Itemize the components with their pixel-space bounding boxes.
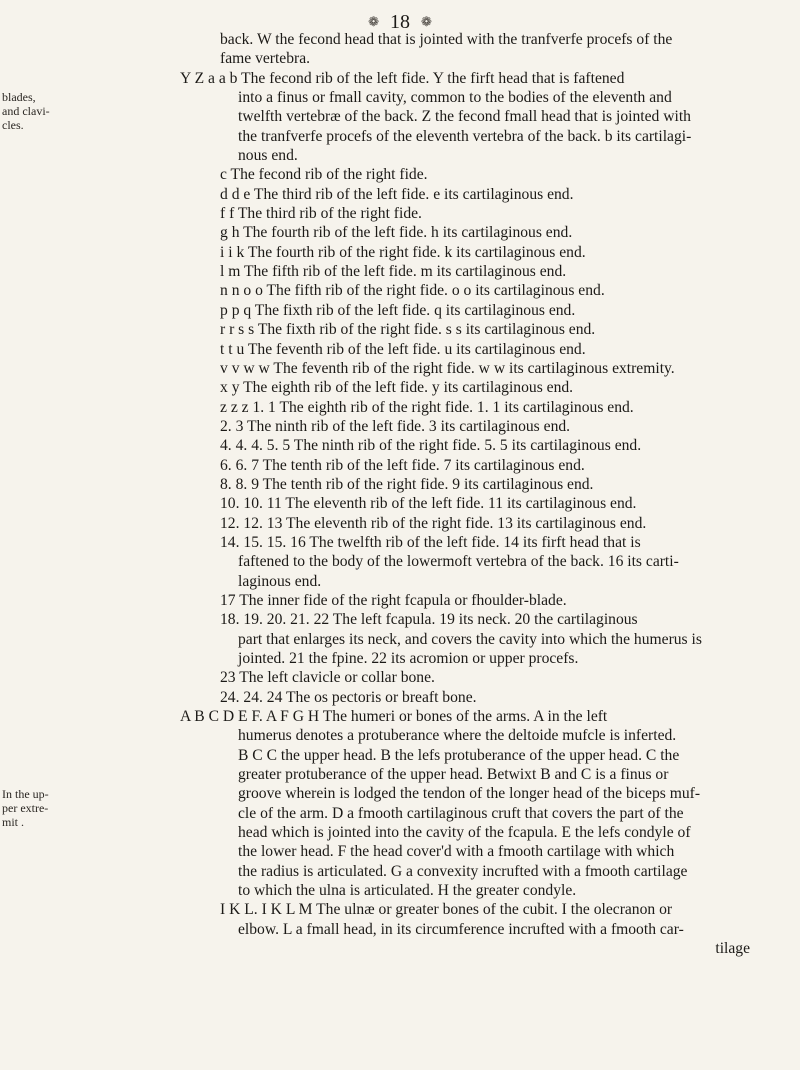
text-line: part that enlarges its neck, and covers the cavity into which the humerus is (238, 630, 702, 648)
text-line: 17 The inner fide of the right fcapula or fhoulder-blade. (220, 591, 567, 609)
margin-note-line: per extre- (2, 801, 49, 815)
text-line: z z z 1. 1 The eighth rib of the right fide. 1. 1 its cartilaginous end. (220, 398, 634, 416)
text-line: into a finus or fmall cavity, common to the bodies of the eleventh and (238, 89, 672, 107)
text-line: 24. 24. 24 The os pectoris or breaft bone. (220, 688, 477, 706)
text-line: p p q The fixth rib of the left fide. q its cartilaginous end. (220, 301, 576, 319)
text-line: 2. 3 The ninth rib of the left fide. 3 its cartilaginous end. (220, 417, 571, 435)
text-line: x y The eighth rib of the left fide. y its cartilaginous end. (220, 379, 574, 397)
text-line: n n o o The fifth rib of the right fide. o o its cartilaginous end. (220, 282, 605, 300)
text-line: the lower head. F the head cover'd with a fmooth cartilage with which (238, 843, 675, 861)
text-line: to which the ulna is articulated. H the greater condyle. (238, 882, 577, 900)
text-line: the radius is articulated. G a convexity incrufted with a fmooth cartilage (238, 862, 688, 880)
text-line: laginous end. (238, 572, 322, 590)
margin-note-line: and clavi- (2, 104, 50, 118)
text-line: v v w w The feventh rib of the right fide. w w its cartilaginous extremity. (220, 359, 675, 377)
text-line: faftened to the body of the lowermoft vertebra of the back. 16 its carti- (238, 553, 679, 571)
text-line: jointed. 21 the fpine. 22 its acromion or upper procefs. (238, 650, 579, 667)
text-line: 4. 4. 4. 5. 5 The ninth rib of the right fide. 5. 5 its cartilaginous end. (220, 437, 642, 455)
text-line: 18. 19. 20. 21. 22 The left fcapula. 19 its neck. 20 the cartilaginous (220, 611, 638, 629)
text-line: c The fecond rib of the right fide. (220, 166, 428, 184)
body-text (180, 30, 780, 959)
margin-note-blades (2, 90, 68, 132)
text-line: Y Z a a b The fecond rib of the left fide. Y the firft head that is faftened (180, 69, 625, 87)
text-line: d d e The third rib of the left fide. e its cartilaginous end. (220, 185, 574, 203)
text-line: 23 The left clavicle or collar bone. (220, 669, 435, 687)
text-line: I K L. I K L M The ulnæ or greater bones of the cubit. I the olecranon or (220, 901, 673, 919)
page-number: 18 (390, 10, 410, 33)
text-line: nous end. (238, 147, 298, 165)
text-line: cle of the arm. D a fmooth cartilaginous cruft that covers the part of the (238, 804, 684, 822)
text-line: B C C the upper head. B the lefs protuberance of the upper head. C the (238, 746, 680, 764)
text-line: tilage (715, 940, 750, 958)
text-line: greater protuberance of the upper head. Betwixt B and C is a finus or (238, 766, 669, 784)
text-line: back. W the fecond head that is jointed with the tranfverfe procefs of the (220, 31, 673, 48)
text-line: i i k The fourth rib of the right fide. k its cartilaginous end. (220, 243, 586, 261)
text-line: twelfth vertebræ of the back. Z the fecond fmall head that is jointed with (238, 108, 691, 126)
margin-note-line: mit . (2, 815, 25, 829)
margin-note-line: blades, (2, 90, 36, 104)
text-line: fame vertebra. (220, 50, 311, 68)
text-line: the tranfverfe procefs of the eleventh vertebra of the back. b its cartilagi- (238, 127, 692, 145)
ornament-left-icon: ❁ (368, 14, 379, 30)
text-line: 6. 6. 7 The tenth rib of the left fide. 7 its cartilaginous end. (220, 456, 585, 474)
text-line: head which is jointed into the cavity of the fcapula. E the lefs condyle of (238, 824, 691, 842)
text-line: groove wherein is lodged the tendon of the longer head of the biceps muf- (238, 785, 701, 803)
text-line: r r s s The fixth rib of the right fide. s s its cartilaginous end. (220, 321, 596, 339)
text-line: A B C D E F. A F G H The humeri or bones of the arms. A in the left (180, 708, 608, 726)
text-line: l m The fifth rib of the left fide. m its cartilaginous end. (220, 263, 567, 281)
text-line: f f The third rib of the right fide. (220, 205, 422, 223)
text-line: 12. 12. 13 The eleventh rib of the right fide. 13 its cartilaginous end. (220, 514, 647, 532)
margin-note-line: In the up- (2, 787, 49, 801)
text-line: t t u The feventh rib of the left fide. u its cartilaginous end. (220, 340, 586, 358)
margin-note-upper-extremity (2, 787, 68, 829)
text-line: elbow. L a fmall head, in its circumference incrufted with a fmooth car- (238, 920, 684, 938)
ornament-right-icon: ❁ (421, 14, 432, 30)
text-line: 8. 8. 9 The tenth rib of the right fide. 9 its cartilaginous end. (220, 475, 594, 493)
text-line: humerus denotes a protuberance where the deltoide mufcle is inferted. (238, 727, 677, 745)
margin-note-line: cles. (2, 118, 24, 132)
text-line: 10. 10. 11 The eleventh rib of the left fide. 11 its cartilaginous end. (220, 495, 637, 513)
text-line: 14. 15. 15. 16 The twelfth rib of the left fide. 14 its firft head that is (220, 533, 641, 551)
text-line: g h The fourth rib of the left fide. h its cartilaginous end. (220, 224, 573, 242)
